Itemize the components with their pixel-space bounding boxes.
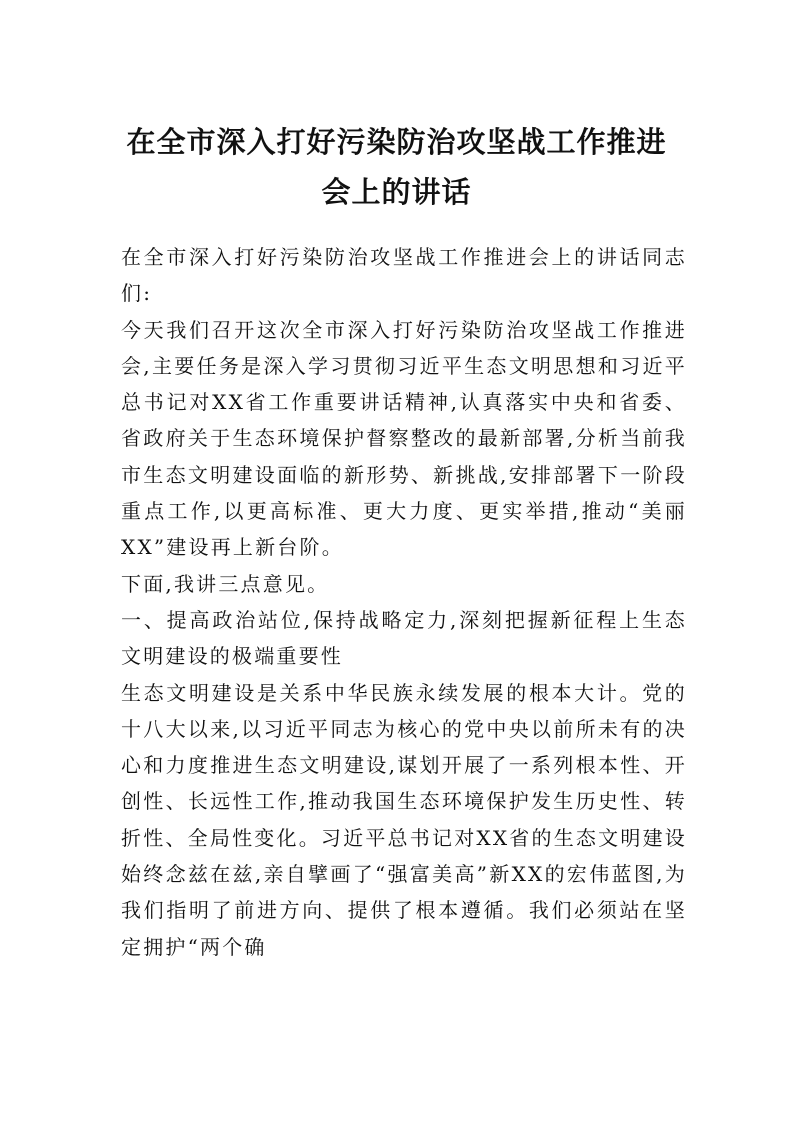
document-body [121, 239, 687, 965]
section-heading-1: 一、提高政治站位,保持战略定力,深刻把握新征程上生态文明建设的极端重要性 [121, 607, 687, 669]
document-title-line-1: 在全市深入打好污染防治攻坚战工作推进 [126, 125, 667, 159]
document-title-line-2: 会上的讲话 [321, 175, 472, 209]
opening-paragraph: 今天我们召开这次全市深入打好污染防治攻坚战工作推进会,主要任务是深入学习贯彻习近平生态文明思想和习近平总书记对XX省工作重要讲话精神,认真落实中央和省委、省政府关于生态环境保护督察整改的最新部署,分析当前我市生态文明建设面临的新形势、新挑战,安排部署下一阶段重点工作,以更高标准、更大力度、更实举措,推动“美丽XX”建设再上新台阶。 [121, 317, 687, 560]
salutation-paragraph: 在全市深入打好污染防治攻坚战工作推进会上的讲话同志们: [121, 245, 687, 306]
section-1-paragraph: 生态文明建设是关系中华民族永续发展的根本大计。党的十八大以来,以习近平同志为核心的党中央以前所未有的决心和力度推进生态文明建设,谋划开展了一系列根本性、开创性、长远性工作,推动我国生态环境保护发生历史性、转折性、全局性变化。习近平总书记对XX省的生态文明建设始终念兹在兹,亲自擘画了“强富美高”新XX的宏伟蓝图,为我们指明了前进方向、提供了根本遵循。我们必须站在坚定拥护“两个确 [121, 680, 687, 959]
transition-paragraph: 下面,我讲三点意见。 [121, 571, 330, 596]
